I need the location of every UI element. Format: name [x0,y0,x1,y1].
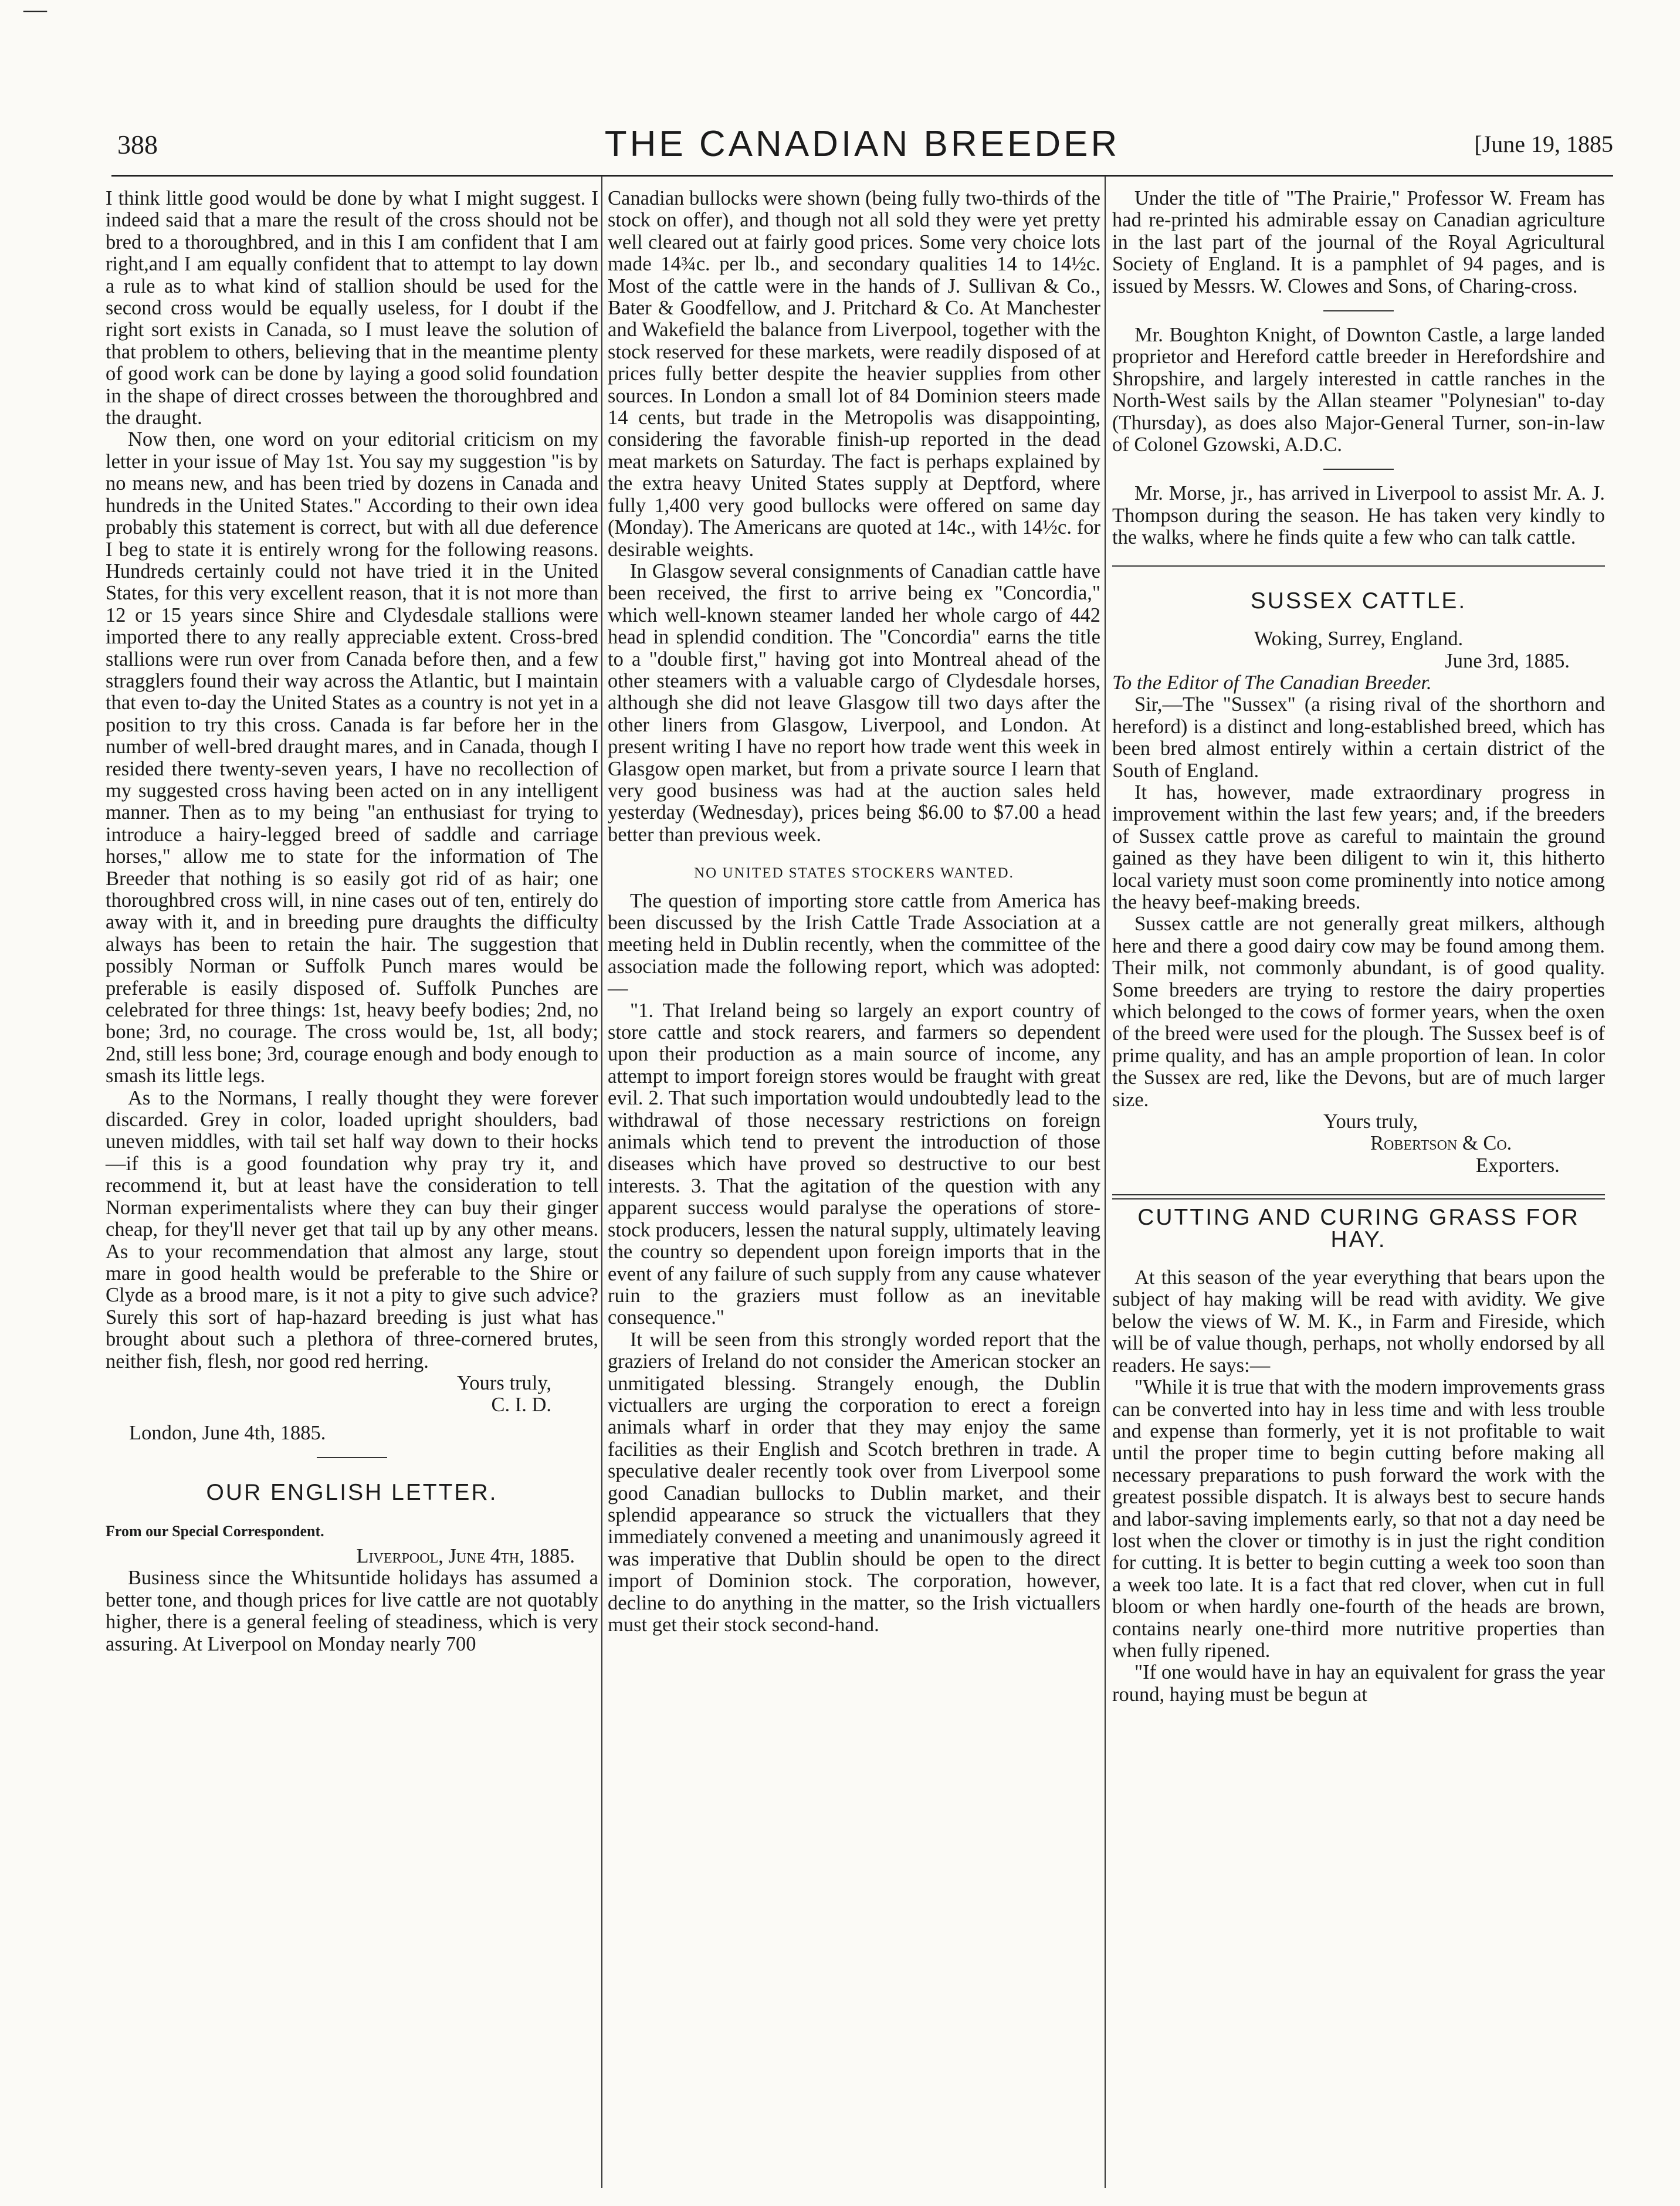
column-3 [1112,188,1605,1706]
subheading: NO UNITED STATES STOCKERS WANTED. [694,865,1014,882]
closing: Yours truly, [1323,1110,1418,1133]
issue-date: [June 19, 1885 [1474,131,1613,157]
paragraph: Under the title of "The Prairie," Professor W. Fream has had re-printed his admirable essay on Canadian agriculture in the last part of the journal of the Royal Agricultural Society of England. It is a pamphlet of 94 pages, and is issued by Messrs. W. Clowes and Sons, of Charing-cross. [1112,187,1605,297]
journal-title: THE CANADIAN BREEDER [604,124,1120,164]
paragraph: Sir,—The "Sussex" (a rising rival of the shorthorn and hereford) is a distinct and long-established breed, which has been bred almost entirely within a certain district of the South of England. [1112,693,1605,782]
paragraph: I think little good would be done by what I might suggest. I indeed said that a mare the result of the cross should not be bred to a thoroughbred, and in this I am confident that I am right,and I am equally confident that to attempt to lay down a rule as to what kind of stallion should be used for the second cross would be equally useless, for I doubt if the right sort exists in Canada, so I must leave the solution of that problem to others, believing that in the meantime plenty of good work can be done by laying a good solid foundation in the shape of direct crosses between the thoroughbred and the draught. [106,187,598,429]
paragraph: "If one would have in hay an equivalent for grass the year round, haying must be begun at [1112,1661,1605,1706]
paragraph: Business since the Whitsuntide holidays has assumed a better tone, and though prices for live cattle are not quotably higher, there is a general feeling of steadiness, which is very assuring. At Liverpool on Monday nearly 700 [106,1567,598,1655]
paragraph: It has, however, made extraordinary progress in improvement within the last few years; and, if the breeders of Sussex cattle prove as careful to maintain the ground gained as they have been diligent to win it, this hitherto local variety must soon come prominently into notice among the heavy beef-making breeds. [1112,781,1605,913]
column-2 [608,188,1100,1636]
header-rule [111,175,1613,177]
section-heading: SUSSEX CATTLE. [1250,588,1467,614]
signature: Robertson & Co. [1370,1132,1512,1155]
dateline: London, June 4th, 1885. [129,1421,326,1444]
addressee: To the Editor of The Canadian Breeder. [1112,671,1432,694]
paragraph: "While it is true that with the modern improvements grass can be converted into hay in less time and with less trouble and expense than formerly, yet it is not profitable to wait until the proper time to begin cutting before making all necessary preparations to push forward the work with the greatest possible dispatch. It is always best to secure hands and labor-saving implements early, so that not a day need be lost when the clover or timothy is in just the right condition for cutting. It is better to begin cutting a week too soon than a week too late. It is a fact that red clover, when cut in full bloom or when hardly one-fourth of the heads are brown, contains nearly one-third more nutritive properties than when fully ripened. [1112,1376,1605,1662]
divider [1323,469,1394,470]
letter-dateline: Liverpool, June 4th, 1885. [356,1544,575,1567]
paragraph: At this season of the year everything that bears upon the subject of hay making will be read with avidity. We give below the views of W. M. K., in Farm and Fireside, which will be of value though, perhaps, not wholly endorsed by all readers. He says:— [1112,1266,1605,1377]
letter-date: June 3rd, 1885. [1445,649,1570,672]
letter-place: Woking, Surrey, England. [1254,628,1464,650]
paragraph: In Glasgow several consignments of Canadian cattle have been received, the first to arrive being ex "Concordia," which well-known steamer landed her whole cargo of 442 head in splendid condition. The "Concordia" earns the title to a "double first," having got into Montreal ahead of the other steamers with a valuable cargo of Clydesdale horses, although she did not leave Glasgow till two days after the other liners from Glasgow, Liverpool, and London. At present writing I have no report how trade went this week in Glasgow open market, but from a private source I learn that very good business was had at the auction sales held yesterday (Wednesday), prices being $6.00 to $7.00 a head better than previous week. [608,560,1100,846]
signature-role: Exporters. [1476,1154,1560,1177]
paragraph: Now then, one word on your editorial criticism on my letter in your issue of May 1st. You say my suggestion "is by no means new, and has been tried by dozens in Canada and hundreds in the United States." According to their own idea probably this statement is correct, but with all due deference I beg to state it is entirely wrong for the following reasons. Hundreds certainly could not have tried it in the United States, for this very excellent reason, that it is not more than 12 or 15 years since Shire and Clydesdale stallions were imported there to any really appreciable extent. Cross-bred stallions were run over from Canada before then, and a few stragglers found their way across the Atlantic, but I maintain that even to-day the United States as a country is not yet in a position to try this cross. Canada is far before her in the number of well-bred draught mares, and in Canada, though I resided there twenty-seven years, I have no recollection of my suggested cross having been acted on in any intelligent manner. Then as to my being "an enthusiast for trying to introduce a hairy-legged breed of saddle and carriage horses," allow me to state for the information of The Breeder that nothing is so easily got rid of as hair; one thoroughbred cross will, in nine cases out of ten, entirely do away with it, and in breeding pure draughts the difficulty always has been to retain the hair. The suggestion that possibly Norman or Suffolk Punch mares would be preferable is easily disposed of. Suffolk Punches are celebrated for three things: 1st, heavy beefy bodies; 2nd, no bone; 3rd, no courage. The cross would be, 1st, all body; 2nd, still less bone; 3rd, courage enough and body enough to smash its little legs. [106,428,598,1087]
paragraph: Mr. Boughton Knight, of Downton Castle, a large landed proprietor and Hereford cattle breeder in Herefordshire and Shropshire, and largely interested in cattle ranches in the North-West sails by the Allan steamer "Polynesian" to-day (Thursday), as does also Major-General Turner, son-in-law of Colonel Gzowski, A.D.C. [1112,324,1605,456]
paragraph: Canadian bullocks were shown (being fully two-thirds of the stock on offer), and though not all sold they were yet pretty well cleared out at fairly good prices. Some very choice lots made 14¾c. per lb., and secondary qualities 14 to 14½c. Most of the cattle were in the hands of J. Sullivan & Co., Bater & Goodfellow, and J. Pritchard & Co. At Manchester and Wakefield the balance from Liverpool, together with the stock reserved for these markets, were readily disposed of at prices fully better despite the heavier supplies from other sources. In London a small lot of 84 Dominion steers made 14 cents, but trade in the Metropolis was disappointing, considering the favorable finish-up reported in the dead meat markets on Saturday. The fact is perhaps explained by the extra heavy United States supply at Deptford, where fully 1,400 very good bullocks were offered on same day (Monday). The Americans are quoted at 14c., with 14½c. for desirable weights. [608,187,1100,561]
column-divider [1105,176,1106,2188]
paragraph: The question of importing store cattle from America has been discussed by the Irish Cattle Trade Association at a meeting held in Dublin recently, when the committee of the association made the following report, which was adopted:— [608,889,1100,1000]
divider [317,1457,387,1458]
section-heading: OUR ENGLISH LETTER. [206,1480,498,1506]
closing: Yours truly, [456,1371,551,1394]
section-rule [1112,565,1605,567]
signature: C. I. D. [491,1394,551,1417]
paragraph: As to the Normans, I really thought they were forever discarded. Grey in color, loaded upright shoulders, bad uneven middles, with tail set half way down to their hocks—if this is a good foundation why pray try it, and recommend it, but at least have the consideration to tell Norman experimentalists where they can buy their ginger cheap, for they'll never get that tail up by any other means. As to your recommendation that almost any large, stout mare in good health would be preferable to the Shire or Clyde as a brood mare, is it not a pity to give such advice? Surely this sort of hap-hazard breeding is just what has brought about such a plethora of three-cornered brutes, neither fish, flesh, nor good red herring. [106,1086,598,1373]
paragraph: Mr. Morse, jr., has arrived in Liverpool to assist Mr. A. J. Thompson during the season. He has taken very kindly to the walks, where he finds quite a few who can talk cattle. [1112,482,1605,549]
paragraph: "1. That Ireland being so largely an export country of store cattle and stock rearers, and farmers so dependent upon their production as a main source of income, any attempt to import foreign stores would be fraught with great evil. 2. That such importation would undoubtedly lead to the withdrawal of those necessary restrictions on foreign animals which tend to prevent the introduction of those diseases which have proved so destructive to our best interests. 3. That the agitation of the question with any apparent success would paralyse the operations of store-stock producers, lessen the natural supply, ultimately leaving the country so dependent upon foreign imports that in the event of any failure of such supply from any cause whatever ruin to the graziers must follow as an inevitable consequence." [608,999,1100,1329]
byline: From our Special Correspondent. [106,1522,324,1540]
section-rule [1112,1194,1605,1199]
paragraph: Sussex cattle are not generally great milkers, although here and there a good dairy cow may be found among them. Their milk, not commonly abundant, is of good quality. Some breeders are trying to restore the dairy properties which belonged to the cows of former years, when the oxen of the breed were used for the plough. The Sussex beef is of prime quality, and has an ample proportion of lean. In color the Sussex are red, like the Devons, but are of much larger size. [1112,913,1605,1111]
column-divider [601,176,602,2188]
column-1 [106,188,598,1655]
scan-mark: — [23,0,47,22]
paragraph: It will be seen from this strongly worded report that the graziers of Ireland do not consider the American stocker an unmitigated blessing. Strangely enough, the Dublin victuallers are urging the corporation to erect a foreign animals wharf in order that they may enjoy the same facilities as their English and Scotch brethren in trade. A speculative dealer recently took over from Liverpool some good Canadian bullocks to Dublin market, and their splendid appearance so struck the victuallers that they immediately convened a meeting and unanimously agreed it was imperative that Dublin should be open to the direct import of Dominion stock. The corporation, however, decline to do anything in the matter, so the Irish victuallers must get their stock second-hand. [608,1328,1100,1636]
page-number: 388 [117,130,158,160]
section-heading: CUTTING AND CURING GRASS FOR HAY. [1137,1205,1580,1252]
divider [1323,310,1394,311]
page-header [111,123,1613,176]
